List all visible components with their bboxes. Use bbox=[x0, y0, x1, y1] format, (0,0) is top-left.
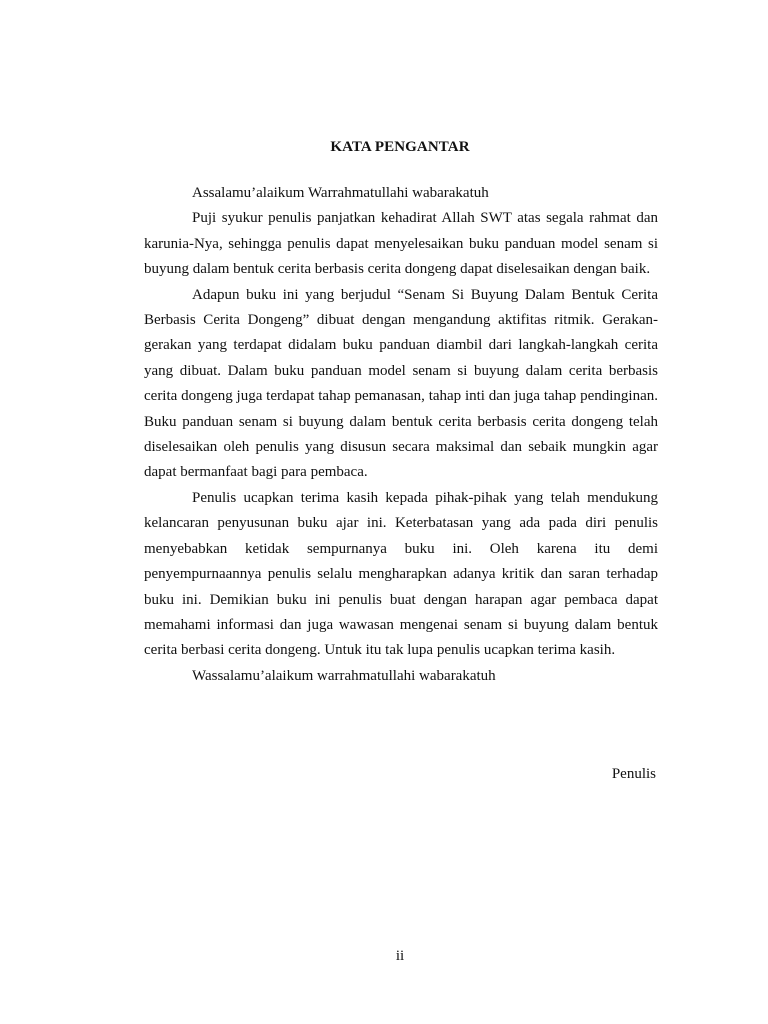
greeting-line: Assalamu’alaikum Warrahmatullahi wabarakatuh bbox=[192, 185, 489, 201]
author-signature: Penulis bbox=[611, 766, 656, 782]
paragraph-2: Adapun buku ini yang berjudul “Senam Si Buyung Dalam Bentuk Cerita Berbasis Cerita Dongeng” dibuat dengan mengandung aktifitas ritmik. Gerakan-gerakan yang terdapat didalam buku panduan diambil dari langkah-langkah cerita yang dibuat. Dalam buku panduan model senam si buyung dalam cerita berbasis cerita dongeng juga terdapat tahap pemanasan, tahap inti dan juga tahap pendinginan. Buku panduan senam si buyung dalam bentuk cerita berbasis cerita dongeng telah diselesaikan oleh penulis yang disusun secara maksimal dan sebaik mungkin agar dapat bermanfaat bagi para pembaca. bbox=[144, 286, 658, 481]
closing-line: Wassalamu’alaikum warrahmatullahi wabarakatuh bbox=[192, 667, 496, 684]
paragraph-1: Puji syukur penulis panjatkan kehadirat Allah SWT atas segala rahmat dan karunia-Nya, sehingga penulis dapat menyelesaikan buku panduan model senam si buyung dalam bentuk cerita berbasis cerita dongeng dapat diselesaikan dengan baik. bbox=[144, 210, 658, 278]
paragraph-3: Penulis ucapkan terima kasih kepada pihak-pihak yang telah mendukung kelancaran penyusunan buku ajar ini. Keterbatasan yang ada pada diri penulis menyebabkan ketidak sempurnanya buku ini. Oleh karena itu demi penyempurnaannya penulis selalu mengharapkan adanya kritik dan saran terhadap buku ini. Demikian buku ini penulis buat dengan harapan agar pembaca dapat memahami informasi dan juga wawasan mengenai senam si buyung dalam bentuk cerita berbasi cerita dongeng. Untuk itu tak lupa penulis ucapkan terima kasih. bbox=[144, 489, 658, 659]
body-text bbox=[144, 181, 658, 689]
page-title: KATA PENGANTAR bbox=[330, 139, 470, 155]
page-number: ii bbox=[395, 948, 405, 964]
